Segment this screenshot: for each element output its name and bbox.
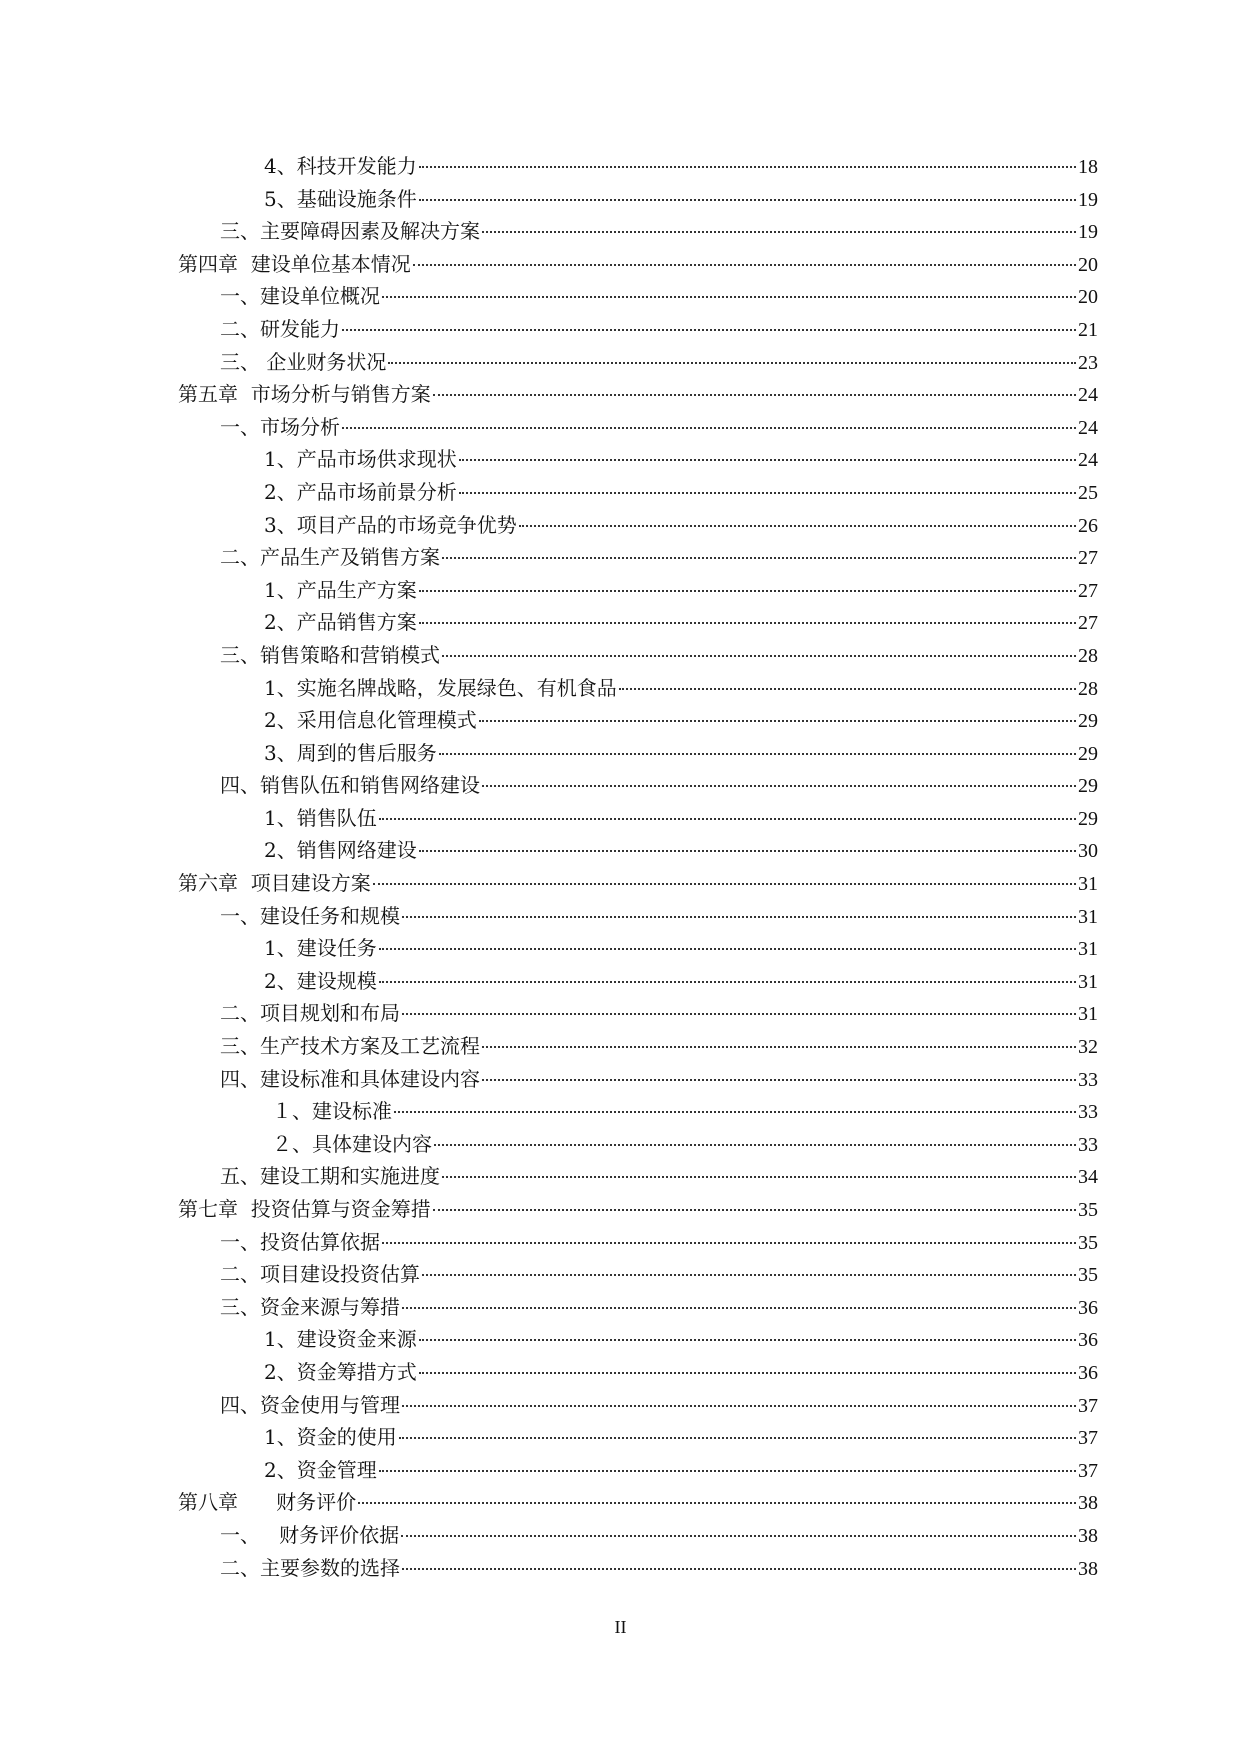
toc-dot-leader bbox=[373, 883, 1076, 885]
toc-entry[interactable] bbox=[178, 1193, 1098, 1226]
toc-dot-leader bbox=[619, 688, 1076, 690]
toc-dot-leader bbox=[358, 1502, 1076, 1504]
toc-entry[interactable] bbox=[178, 1389, 1098, 1422]
toc-entry[interactable] bbox=[178, 411, 1098, 444]
toc-entry[interactable] bbox=[178, 1095, 1098, 1128]
toc-entry-page-number: 24 bbox=[1078, 416, 1098, 439]
toc-entry-title: 5、基础设施条件 bbox=[264, 186, 417, 211]
toc-dot-leader bbox=[342, 329, 1076, 331]
toc-entry[interactable] bbox=[178, 215, 1098, 248]
toc-entry-page-number: 26 bbox=[1078, 514, 1098, 537]
toc-dot-leader bbox=[459, 459, 1076, 461]
toc-entry[interactable] bbox=[178, 150, 1098, 183]
toc-entry-page-number: 35 bbox=[1078, 1199, 1098, 1221]
toc-entry-page-number: 36 bbox=[1078, 1361, 1098, 1384]
toc-entry-page-number: 29 bbox=[1078, 775, 1098, 798]
toc-dot-leader bbox=[479, 720, 1076, 722]
toc-dot-leader bbox=[439, 753, 1076, 755]
toc-entry-title: 1、建设任务 bbox=[264, 936, 377, 961]
toc-entry-title: 一、 财务评价依据 bbox=[220, 1522, 400, 1547]
toc-entry-page-number: 37 bbox=[1078, 1394, 1098, 1417]
toc-entry-page-number: 27 bbox=[1078, 547, 1098, 570]
toc-entry[interactable] bbox=[178, 1258, 1098, 1291]
toc-entry-page-number: 36 bbox=[1078, 1296, 1098, 1319]
toc-entry[interactable] bbox=[178, 248, 1098, 281]
toc-entry[interactable] bbox=[178, 574, 1098, 607]
toc-entry[interactable] bbox=[178, 346, 1098, 379]
toc-entry[interactable] bbox=[178, 1128, 1098, 1161]
toc-dot-leader bbox=[442, 655, 1076, 657]
toc-entry[interactable] bbox=[178, 1226, 1098, 1259]
toc-entry[interactable] bbox=[178, 1552, 1098, 1585]
toc-entry-title: １、建设标准 bbox=[272, 1099, 392, 1124]
toc-entry-title: 三、销售策略和营销模式 bbox=[220, 642, 440, 667]
toc-dot-leader bbox=[402, 916, 1076, 918]
toc-dot-leader bbox=[442, 557, 1076, 559]
toc-entry-page-number: 38 bbox=[1078, 1557, 1098, 1580]
toc-entry-page-number: 18 bbox=[1078, 156, 1098, 178]
toc-entry-title: 第六章 项目建设方案 bbox=[178, 871, 371, 896]
toc-entry-page-number: 35 bbox=[1078, 1231, 1098, 1254]
toc-dot-leader bbox=[419, 622, 1076, 624]
toc-entry-title: 3、周到的售后服务 bbox=[264, 740, 437, 765]
toc-entry[interactable] bbox=[178, 1421, 1098, 1454]
toc-entry-title: 第八章 财务评价 bbox=[178, 1490, 357, 1515]
toc-entry-page-number: 25 bbox=[1078, 481, 1098, 504]
toc-entry-title: 第五章 市场分析与销售方案 bbox=[178, 382, 431, 407]
toc-entry-page-number: 28 bbox=[1078, 644, 1098, 667]
toc-entry-page-number: 21 bbox=[1078, 318, 1098, 341]
toc-entry-page-number: 19 bbox=[1078, 188, 1098, 211]
toc-dot-leader bbox=[419, 166, 1076, 168]
toc-dot-leader bbox=[402, 1405, 1076, 1407]
toc-dot-leader bbox=[433, 1209, 1076, 1211]
toc-entry-page-number: 27 bbox=[1078, 579, 1098, 602]
toc-entry[interactable] bbox=[178, 867, 1098, 900]
toc-dot-leader bbox=[413, 264, 1076, 266]
toc-entry-page-number: 38 bbox=[1078, 1492, 1098, 1515]
toc-entry[interactable] bbox=[178, 900, 1098, 933]
toc-dot-leader bbox=[422, 1274, 1076, 1276]
toc-entry-title: 二、项目建设投资估算 bbox=[220, 1262, 420, 1287]
toc-entry-title: 二、项目规划和布局 bbox=[220, 1001, 400, 1026]
toc-entry[interactable] bbox=[178, 1323, 1098, 1356]
toc-entry-page-number: 27 bbox=[1078, 612, 1098, 635]
toc-entry-title: 三、资金来源与筹措 bbox=[220, 1294, 400, 1319]
toc-entry[interactable] bbox=[178, 639, 1098, 672]
toc-entry[interactable] bbox=[178, 541, 1098, 574]
toc-entry-page-number: 37 bbox=[1078, 1427, 1098, 1450]
toc-entry-page-number: 31 bbox=[1078, 905, 1098, 928]
table-of-contents bbox=[178, 150, 1098, 1584]
toc-entry-title: 2、采用信息化管理模式 bbox=[264, 708, 477, 733]
toc-entry-title: 二、产品生产及销售方案 bbox=[220, 545, 440, 570]
toc-dot-leader bbox=[379, 1470, 1076, 1472]
toc-entry-title: 三、生产技术方案及工艺流程 bbox=[220, 1034, 480, 1059]
toc-entry[interactable] bbox=[178, 965, 1098, 998]
toc-entry[interactable] bbox=[178, 1030, 1098, 1063]
toc-entry-page-number: 20 bbox=[1078, 286, 1098, 309]
toc-entry-page-number: 35 bbox=[1078, 1264, 1098, 1287]
toc-entry-page-number: 32 bbox=[1078, 1036, 1098, 1059]
toc-entry-page-number: 33 bbox=[1078, 1068, 1098, 1091]
toc-entry-title: 2、产品市场前景分析 bbox=[264, 479, 457, 504]
toc-entry[interactable] bbox=[178, 1454, 1098, 1487]
toc-dot-leader bbox=[442, 1176, 1076, 1178]
toc-dot-leader bbox=[419, 199, 1076, 201]
toc-dot-leader bbox=[459, 492, 1076, 494]
toc-entry-title: 三、主要障碍因素及解决方案 bbox=[220, 219, 480, 244]
toc-entry-title: 3、项目产品的市场竞争优势 bbox=[264, 512, 517, 537]
toc-entry-title: 四、资金使用与管理 bbox=[220, 1392, 400, 1417]
toc-entry-title: 一、市场分析 bbox=[220, 414, 340, 439]
toc-entry-title: 三、 企业财务状况 bbox=[220, 349, 387, 374]
toc-dot-leader bbox=[402, 1568, 1076, 1570]
toc-entry-title: 2、建设规模 bbox=[264, 968, 377, 993]
toc-entry[interactable] bbox=[178, 769, 1098, 802]
toc-entry-title: 4、科技开发能力 bbox=[264, 154, 417, 178]
toc-dot-leader bbox=[482, 231, 1076, 233]
toc-dot-leader bbox=[482, 1046, 1076, 1048]
toc-dot-leader bbox=[401, 1535, 1076, 1537]
toc-entry-title: 2、资金管理 bbox=[264, 1457, 377, 1482]
toc-entry-title: 1、销售队伍 bbox=[264, 805, 377, 830]
toc-dot-leader bbox=[388, 362, 1076, 364]
toc-dot-leader bbox=[482, 1079, 1076, 1081]
toc-entry-page-number: 24 bbox=[1078, 384, 1098, 407]
toc-dot-leader bbox=[419, 1339, 1076, 1341]
toc-entry[interactable] bbox=[178, 1486, 1098, 1519]
toc-entry-title: 一、投资估算依据 bbox=[220, 1229, 380, 1254]
toc-entry-page-number: 31 bbox=[1078, 938, 1098, 961]
toc-entry-page-number: 31 bbox=[1078, 873, 1098, 896]
toc-entry-title: 1、产品生产方案 bbox=[264, 577, 417, 602]
toc-entry-page-number: 33 bbox=[1078, 1133, 1098, 1156]
toc-entry-page-number: 37 bbox=[1078, 1459, 1098, 1482]
toc-entry-page-number: 36 bbox=[1078, 1329, 1098, 1352]
toc-dot-leader bbox=[419, 1372, 1076, 1374]
toc-dot-leader bbox=[399, 1437, 1076, 1439]
toc-entry-title: 二、研发能力 bbox=[220, 316, 340, 341]
toc-entry[interactable] bbox=[178, 737, 1098, 770]
toc-entry[interactable] bbox=[178, 183, 1098, 216]
toc-dot-leader bbox=[433, 394, 1076, 396]
toc-dot-leader bbox=[402, 1307, 1076, 1309]
toc-entry[interactable] bbox=[178, 280, 1098, 313]
toc-entry-title: 第七章 投资估算与资金筹措 bbox=[178, 1197, 431, 1221]
toc-entry[interactable] bbox=[178, 509, 1098, 542]
toc-dot-leader bbox=[379, 948, 1076, 950]
toc-entry[interactable] bbox=[178, 834, 1098, 867]
toc-entry-title: 2、销售网络建设 bbox=[264, 838, 417, 863]
toc-dot-leader bbox=[434, 1144, 1076, 1146]
toc-dot-leader bbox=[419, 850, 1076, 852]
toc-entry[interactable] bbox=[178, 313, 1098, 346]
toc-dot-leader bbox=[382, 296, 1076, 298]
toc-entry-page-number: 29 bbox=[1078, 807, 1098, 830]
toc-entry-title: 第四章 建设单位基本情况 bbox=[178, 251, 411, 276]
toc-entry-title: 二、主要参数的选择 bbox=[220, 1555, 400, 1580]
toc-entry-title: 1、建设资金来源 bbox=[264, 1327, 417, 1352]
toc-entry[interactable] bbox=[178, 932, 1098, 965]
toc-entry[interactable] bbox=[178, 378, 1098, 411]
toc-entry-page-number: 30 bbox=[1078, 840, 1098, 863]
toc-dot-leader bbox=[519, 525, 1076, 527]
toc-entry-page-number: 24 bbox=[1078, 449, 1098, 472]
toc-entry-title: 1、实施名牌战略，发展绿色、有机食品 bbox=[264, 675, 617, 700]
toc-entry-page-number: 38 bbox=[1078, 1524, 1098, 1547]
toc-entry-title: 1、资金的使用 bbox=[264, 1425, 397, 1450]
toc-entry[interactable] bbox=[178, 1160, 1098, 1193]
toc-entry-title: 四、销售队伍和销售网络建设 bbox=[220, 773, 480, 798]
toc-entry-page-number: 28 bbox=[1078, 677, 1098, 700]
toc-entry-title: 1、产品市场供求现状 bbox=[264, 447, 457, 472]
toc-entry-page-number: 34 bbox=[1078, 1166, 1098, 1189]
toc-entry-title: 四、建设标准和具体建设内容 bbox=[220, 1066, 480, 1091]
toc-dot-leader bbox=[419, 590, 1076, 592]
toc-entry-page-number: 33 bbox=[1078, 1101, 1098, 1124]
toc-dot-leader bbox=[394, 1111, 1076, 1113]
toc-entry-page-number: 20 bbox=[1078, 253, 1098, 276]
toc-entry[interactable] bbox=[178, 1356, 1098, 1389]
toc-entry[interactable] bbox=[178, 606, 1098, 639]
toc-entry-title: 2、资金筹措方式 bbox=[264, 1359, 417, 1384]
toc-entry-title: ２、具体建设内容 bbox=[272, 1131, 432, 1156]
toc-entry-page-number: 31 bbox=[1078, 1003, 1098, 1026]
toc-dot-leader bbox=[379, 818, 1076, 820]
toc-dot-leader bbox=[382, 1242, 1076, 1244]
toc-entry[interactable] bbox=[178, 672, 1098, 705]
toc-entry-page-number: 31 bbox=[1078, 970, 1098, 993]
page-number: II bbox=[614, 1617, 627, 1637]
toc-entry[interactable] bbox=[178, 1519, 1098, 1552]
toc-entry-title: 2、产品销售方案 bbox=[264, 610, 417, 635]
toc-dot-leader bbox=[379, 981, 1076, 983]
toc-entry[interactable] bbox=[178, 704, 1098, 737]
toc-entry-page-number: 29 bbox=[1078, 710, 1098, 733]
toc-entry[interactable] bbox=[178, 1063, 1098, 1096]
toc-entry-page-number: 23 bbox=[1078, 351, 1098, 374]
toc-entry-page-number: 19 bbox=[1078, 221, 1098, 244]
toc-entry[interactable] bbox=[178, 443, 1098, 476]
toc-entry-title: 五、建设工期和实施进度 bbox=[220, 1164, 440, 1189]
toc-entry-title: 一、建设任务和规模 bbox=[220, 903, 400, 928]
toc-dot-leader bbox=[342, 427, 1076, 429]
toc-entry[interactable] bbox=[178, 476, 1098, 509]
toc-entry-title: 一、建设单位概况 bbox=[220, 284, 380, 309]
toc-entry[interactable] bbox=[178, 1291, 1098, 1324]
toc-dot-leader bbox=[482, 785, 1076, 787]
toc-entry[interactable] bbox=[178, 997, 1098, 1030]
toc-dot-leader bbox=[402, 1013, 1076, 1015]
toc-entry[interactable] bbox=[178, 802, 1098, 835]
toc-entry-page-number: 29 bbox=[1078, 742, 1098, 765]
